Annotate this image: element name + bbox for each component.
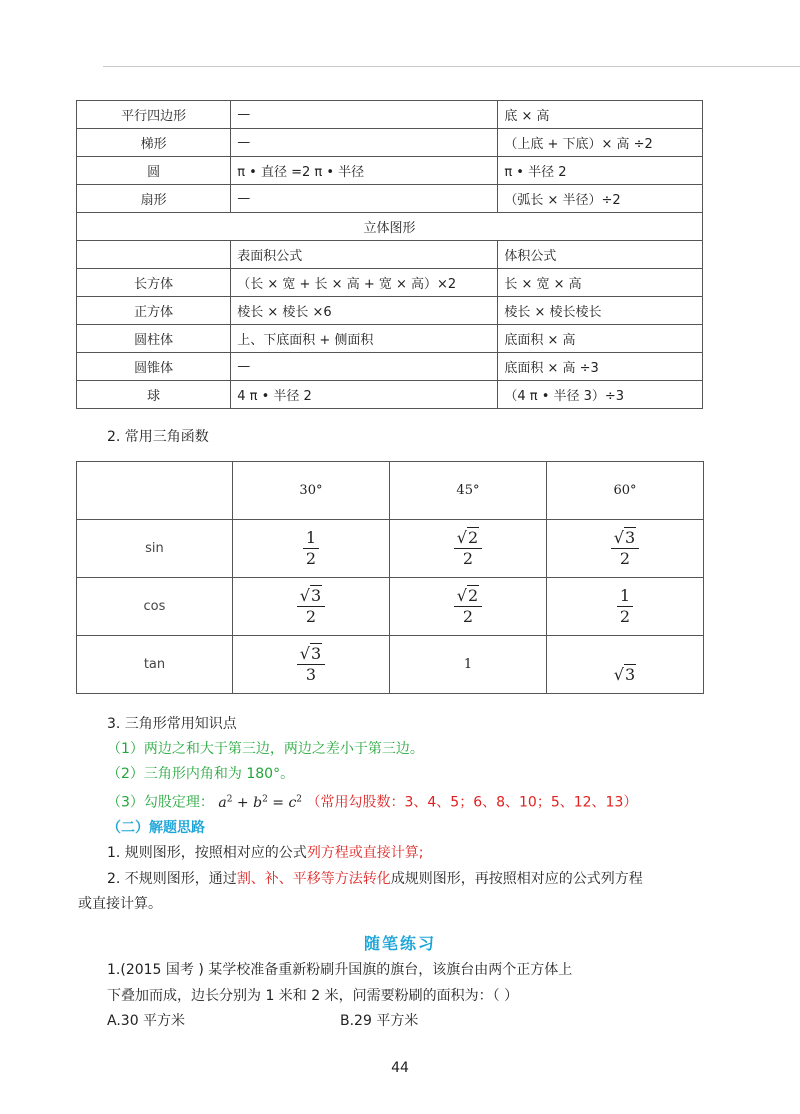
table-row — [77, 129, 703, 157]
table-row — [77, 325, 703, 353]
fraction: $\frac{1}{2}$ — [303, 529, 319, 569]
solution-approach-title: （二）解题思路 — [107, 820, 205, 836]
sqrt: √3 — [613, 527, 636, 547]
table-row — [77, 462, 704, 520]
angle-header: 30° — [232, 462, 389, 520]
trig-value — [232, 636, 389, 694]
surface-formula: 4 π • 半径 2 — [231, 381, 498, 409]
top-divider — [103, 66, 800, 67]
surface-formula: 上、下底面积 + 侧面积 — [231, 325, 498, 353]
solid-name: 正方体 — [77, 297, 231, 325]
surface-formula: — — [231, 353, 498, 381]
shape-name: 梯形 — [77, 129, 231, 157]
shape-name: 圆 — [77, 157, 231, 185]
sqrt: √2 — [456, 527, 479, 547]
empty-cell — [77, 462, 233, 520]
surface-formula: （长 × 宽 + 长 × 高 + 宽 × 高）×2 — [231, 269, 498, 297]
perimeter-formula: π • 直径 =2 π • 半径 — [231, 157, 498, 185]
trig-section-title: 2. 常用三角函数 — [107, 429, 209, 445]
trig-value — [546, 578, 703, 636]
solid-name: 长方体 — [77, 269, 231, 297]
practice-title: 随笔练习 — [363, 934, 436, 953]
table-row — [77, 520, 704, 578]
area-formula: （弧长 × 半径）÷2 — [498, 185, 703, 213]
volume-formula: （4 π • 半径 3）÷3 — [498, 381, 703, 409]
fraction: $\frac{1}{2}$ — [617, 587, 633, 627]
shape-name: 扇形 — [77, 185, 231, 213]
fraction: $\frac{√3}{3}$ — [297, 645, 325, 685]
fraction: $\frac{√3}{2}$ — [297, 587, 325, 627]
perimeter-formula: — — [231, 101, 498, 129]
page-number: 44 — [391, 1060, 409, 1076]
trig-value — [546, 520, 703, 578]
option-b: B.29 平方米 — [340, 1013, 419, 1029]
surface-formula: 棱长 × 棱长 ×6 — [231, 297, 498, 325]
table-row — [77, 157, 703, 185]
sqrt: √3 — [299, 585, 322, 605]
table-row — [77, 185, 703, 213]
pythagoras-label: （3）勾股定理： — [107, 794, 214, 811]
table-row — [77, 269, 703, 297]
solid-section-header: 立体图形 — [77, 213, 703, 241]
trig-value — [546, 636, 703, 694]
area-formula: 底 × 高 — [498, 101, 703, 129]
trig-value — [232, 578, 389, 636]
angle-header: 60° — [546, 462, 703, 520]
angle-header: 45° — [389, 462, 546, 520]
fraction: $\frac{√2}{2}$ — [454, 529, 482, 569]
fn-name: cos — [77, 578, 233, 636]
perimeter-formula: — — [231, 185, 498, 213]
table-row — [77, 213, 703, 241]
volume-formula: 长 × 宽 × 高 — [498, 269, 703, 297]
knowledge-item-3 — [107, 789, 637, 813]
volume-formula: 底面积 × 高 ÷3 — [498, 353, 703, 381]
solid-name: 圆柱体 — [77, 325, 231, 353]
pythagorean-triples-note: （常用勾股数：3、4、5；6、8、10；5、12、13） — [306, 794, 638, 811]
empty-cell — [77, 241, 231, 269]
option-a: A.30 平方米 — [107, 1013, 186, 1029]
table-row — [77, 297, 703, 325]
table-row — [77, 636, 704, 694]
table-row — [77, 101, 703, 129]
surface-area-header: 表面积公式 — [231, 241, 498, 269]
geometry-formula-table — [76, 100, 703, 409]
table-row — [77, 578, 704, 636]
fn-name: tan — [77, 636, 233, 694]
fn-name: sin — [77, 520, 233, 578]
area-formula: （上底 + 下底）× 高 ÷2 — [498, 129, 703, 157]
knowledge-item-1: （1）两边之和大于第三边，两边之差小于第三边。 — [107, 741, 424, 757]
trig-value — [389, 578, 546, 636]
fraction: $\frac{√3}{2}$ — [611, 529, 639, 569]
trig-value: 1 — [389, 636, 546, 694]
knowledge-item-2: （2）三角形内角和为 180°。 — [107, 766, 295, 782]
volume-formula: 底面积 × 高 — [498, 325, 703, 353]
approach-line-2: 2. 不规则图形，通过割、补、平移等方法转化成规则图形，再按照相对应的公式列方程 — [107, 871, 643, 887]
shape-name: 平行四边形 — [77, 101, 231, 129]
sqrt: √2 — [456, 585, 479, 605]
solid-name: 圆锥体 — [77, 353, 231, 381]
perimeter-formula: — — [231, 129, 498, 157]
solid-name: 球 — [77, 381, 231, 409]
area-formula: π • 半径 2 — [498, 157, 703, 185]
volume-formula: 棱长 × 棱长棱长 — [498, 297, 703, 325]
question-1-line-1: 1.(2015 国考 ) 某学校准备重新粉刷升国旗的旗台，该旗台由两个正方体上 — [107, 962, 573, 978]
table-row — [77, 381, 703, 409]
table-row — [77, 241, 703, 269]
sqrt: √3 — [613, 665, 636, 684]
trig-value — [389, 520, 546, 578]
sqrt: √3 — [299, 643, 322, 663]
trig-value — [232, 520, 389, 578]
approach-line-1: 1. 规则图形，按照相对应的公式列方程或直接计算; — [107, 845, 424, 861]
table-row — [77, 353, 703, 381]
approach-line-2-cont: 或直接计算。 — [78, 896, 162, 912]
pythagoras-equation: $a^2 + b^2 = c^2$ — [218, 794, 303, 811]
volume-header: 体积公式 — [498, 241, 703, 269]
fraction: $\frac{√2}{2}$ — [454, 587, 482, 627]
triangle-section-title: 3. 三角形常用知识点 — [107, 716, 237, 732]
question-1-line-2: 下叠加而成，边长分别为 1 米和 2 米，问需要粉刷的面积为：（ ） — [107, 988, 519, 1004]
trig-values-table — [76, 461, 704, 694]
